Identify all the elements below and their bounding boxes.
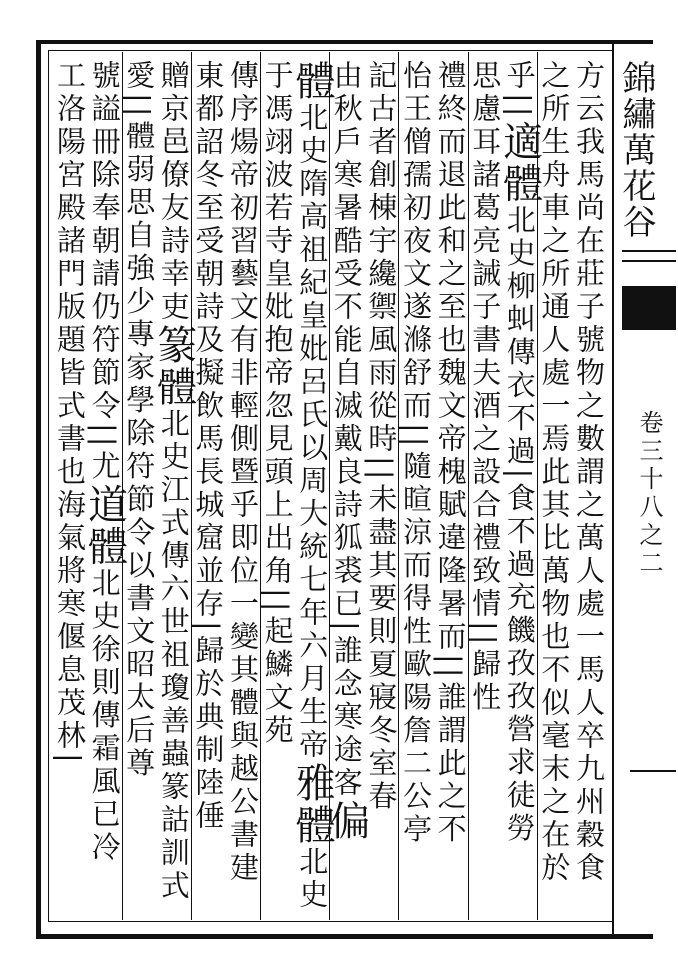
column-text: 之所生舟車之所通人處一焉此其比萬物也不似毫末之在於	[537, 60, 572, 885]
text-column	[150, 60, 197, 910]
text-column	[571, 60, 606, 910]
column-text: 工洛陽宮殿諸門版題皆式書也	[52, 60, 87, 489]
entry-heading: 偏	[323, 799, 370, 842]
column-text: 北史徐則傳霜風已冷	[87, 567, 122, 865]
text-column	[225, 60, 260, 910]
text-column	[398, 60, 433, 910]
column-text: 北史江式傳六世祖瓊善蟲篆詁訓式	[156, 408, 191, 903]
column-divider	[191, 52, 192, 920]
column-text: 北史隋高祖紀皇妣呂氏以周大統七年六月生帝	[295, 102, 330, 762]
margin-rule	[630, 770, 676, 772]
column-text: 思慮耳諸葛亮誡子書夫酒之設合禮致情||歸性	[468, 60, 503, 715]
column-text: 號謚冊除奉朝請仍符節令||尤	[87, 60, 122, 484]
column-text: 文苑	[260, 681, 295, 748]
column-text: 愛||體弱思自強	[122, 60, 157, 286]
column-text: 乎||	[502, 60, 537, 121]
column-text: 傳序煬帝初習藝文有非輕側暨乎即位一變其體與越公書建	[225, 60, 260, 885]
entry-heading: 雅體	[289, 762, 336, 846]
column-text: 方云我馬尚在莊子號物之數謂之萬人處一馬人卒九州穀食	[571, 60, 606, 885]
text-column	[364, 60, 399, 910]
column-divider	[537, 52, 538, 920]
column-text: 少專家學除符節令以書文昭太后尊	[122, 285, 157, 781]
column-divider	[260, 52, 261, 920]
fish-tail-mark	[622, 286, 676, 330]
book-title: 錦繡萬花谷	[616, 60, 656, 240]
volume-number: 卷三十八之二	[635, 410, 663, 578]
text-column	[52, 60, 87, 910]
text-column	[433, 60, 468, 910]
column-text: 贈京邑僚友詩幸吏	[156, 60, 191, 324]
column-text: 怡王僧孺初夜文遂滌舒而||隨暄涼而得性歐陽詹二公亭	[398, 60, 433, 847]
column-text: 北史	[295, 846, 330, 912]
column-divider	[398, 52, 399, 920]
column-divider	[468, 52, 469, 920]
entry-heading: 體	[289, 60, 336, 102]
column-text: 東都詔冬至受朝詩及擬飲馬長城窟並存|歸於典制陸倕	[191, 60, 226, 833]
column-divider	[329, 52, 330, 920]
column-text: 于馮翊波若寺皇妣抱帝忽見頭上出角||起鱗	[260, 60, 295, 682]
text-column	[81, 60, 128, 910]
fish-tail-mark-upper	[622, 250, 676, 262]
entry-heading: 道體	[81, 483, 128, 568]
column-text: 北史柳虯傳衣不過|食不過充饑孜孜營求徒勞	[502, 204, 537, 846]
text-column	[289, 60, 336, 912]
entry-heading: 篆體	[150, 324, 197, 408]
column-text: 禮終而退此和之至也魏文帝槐賦違隆暑而||誰謂此之不	[433, 60, 468, 847]
column-divider	[122, 52, 123, 920]
text-column	[191, 60, 226, 910]
text-column	[468, 60, 503, 910]
column-text: 由秋戶寒暑酷受不能自滅戴良詩狐裘已|誰念寒途客	[329, 60, 364, 800]
column-text: 記古者創棟宇纔禦風雨從時||未盡其要則夏寢冬室春	[364, 60, 399, 814]
column-text: 海氣將寒偃息茂林|	[52, 489, 87, 767]
entry-heading: 適體	[496, 120, 543, 205]
text-column	[496, 60, 543, 910]
text-column	[260, 60, 295, 910]
